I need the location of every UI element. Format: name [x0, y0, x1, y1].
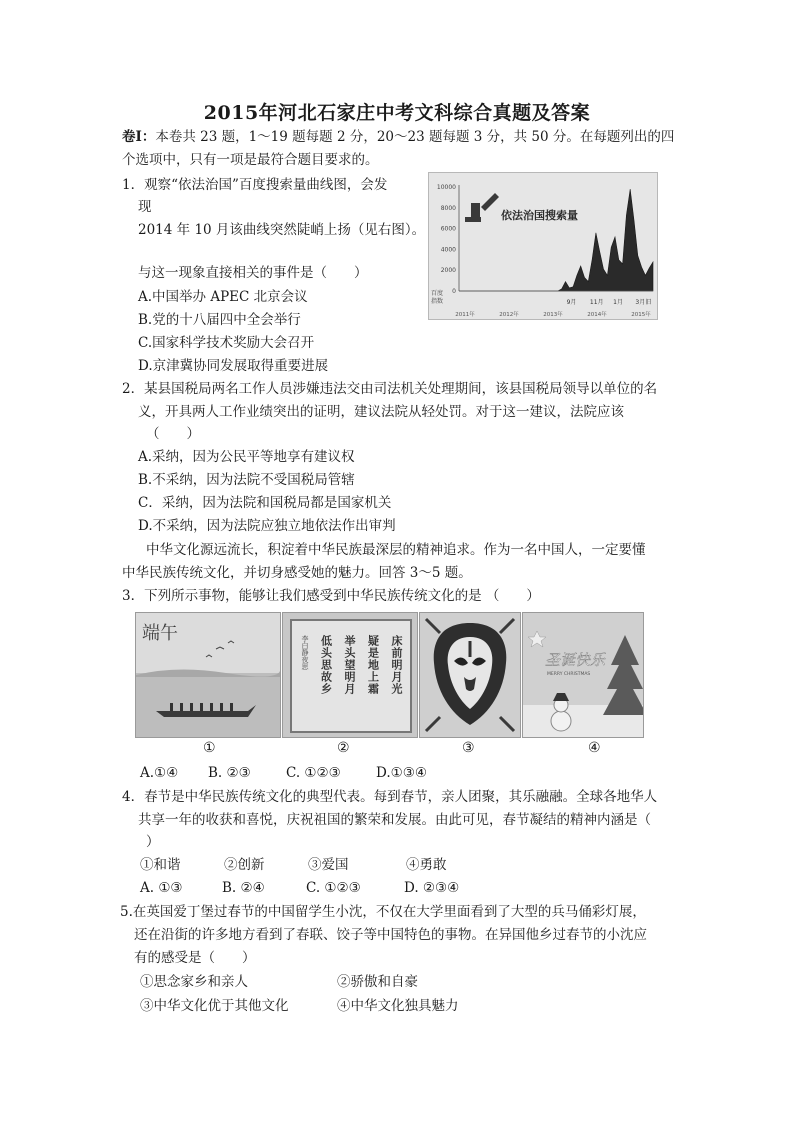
dragon-boat-illustration [136, 613, 280, 737]
q4-item-1: ①和谐 [140, 857, 181, 873]
q4-option-c: C. ①②③ [306, 880, 361, 896]
q2-option-c: C．采纳，因为法院和国税局都是国家机关 [138, 495, 392, 511]
chart-year-label: 2012年 [499, 312, 519, 318]
poem-line-3: 举头望明月 [343, 635, 356, 695]
chart-x-tick-label: 9月 [566, 299, 577, 306]
q5-line-1: 5.在英国爱丁堡过春节的中国留学生小沈，不仅在大学里面看到了大型的兵马俑彩灯展， [120, 904, 646, 920]
page-title: 2015年河北石家庄中考文科综合真题及答案 [203, 102, 591, 124]
chart-corner-label-2: 指数 [431, 298, 444, 305]
chart-y-tick-label: 0 [452, 288, 456, 295]
passage-line-1: 中华文化源远流长，积淀着中华民族最深层的精神追求。作为一名中国人，一定要懂 [146, 542, 646, 558]
gavel-base [465, 217, 481, 222]
chart-year-label: 2014年 [587, 312, 607, 318]
chart-x-tick-label: 3月旧 [635, 299, 652, 306]
christmas-illustration [523, 613, 643, 737]
christmas-text: 圣诞快乐 [545, 651, 606, 669]
q1-option-d: D.京津冀协同发展取得重要进展 [138, 358, 329, 374]
picture-number-3: ③ [462, 740, 475, 756]
q2-line-2: 义，开具两人工作业绩突出的证明，建议法院从轻处罚。对于这一建议，法院应该 [138, 404, 624, 420]
gavel-icon [471, 203, 480, 219]
q1-option-c: C.国家科学技术奖励大会召开 [138, 335, 315, 351]
poem-line-2: 疑是地上霜 [366, 635, 380, 695]
picture-poem [282, 612, 418, 738]
q1-option-b: B.党的十八届四中全会举行 [138, 312, 301, 328]
chart-year-label: 2011年 [455, 312, 475, 318]
christmas-subtext: MERRY CHRISTMAS [547, 672, 591, 677]
q1-line-2: 现 [138, 199, 152, 215]
q3-line-1: 3．下列所示事物，能够让我们感受到中华民族传统文化的是 （ ） [122, 588, 540, 604]
q5-item-4: ④中华文化独具魅力 [337, 998, 459, 1014]
q5-item-3: ③中华文化优于其他文化 [140, 998, 289, 1014]
passage-line-2: 中华民族传统文化，并切身感受她的魅力。回答 3～5 题。 [122, 565, 472, 581]
poem-columns [300, 635, 404, 695]
q4-item-4: ④勇敢 [406, 857, 447, 873]
q1-option-a: A.中国举办 APEC 北京会议 [138, 289, 308, 305]
poem-line-4: 低头思故乡 [319, 635, 333, 695]
poem-line-1: 床前明月光 [390, 635, 403, 695]
q2-option-d: D.不采纳，因为法院应独立地依法作出审判 [138, 518, 396, 534]
q3-option-b: B. ②③ [208, 765, 251, 781]
q3-option-d: D.①③④ [376, 765, 427, 781]
picture-dragon-boat [135, 612, 281, 738]
poem-frame [290, 619, 412, 733]
picture-christmas [522, 612, 644, 738]
gavel-head [481, 193, 499, 211]
q4-line-2: 共享一年的收获和喜悦，庆祝祖国的繁荣和发展。由此可见，春节凝结的精神内涵是（ [138, 812, 651, 828]
q3-option-c: C. ①②③ [286, 765, 341, 781]
picture-opera-mask [419, 612, 521, 738]
chart-year-label: 2015年 [631, 312, 651, 318]
q1-line-4: 与这一现象直接相关的事件是（ ） [138, 265, 368, 281]
dragon-boat-text: 端午 [142, 623, 178, 644]
q4-option-d: D. ②③④ [404, 880, 460, 896]
q2-option-a: A.采纳，因为公民平等地享有建议权 [138, 449, 355, 465]
chart-corner-label-1: 百度 [431, 290, 444, 297]
chart-title-group [465, 193, 578, 222]
chart-svg [429, 173, 657, 319]
q4-item-3: ③爱国 [308, 857, 349, 873]
q3-option-a: A.①④ [140, 765, 179, 781]
intro-text-1: 本卷共 23 题，1～19 题每题 2 分，20～23 题每题 3 分，共 50 分。在每题列出的四 [155, 129, 675, 145]
q1-line-3: 2014 年 10 月该曲线突然陡峭上扬（见右图）。 [138, 222, 426, 238]
picture-number-2: ② [337, 740, 350, 756]
picture-number-4: ④ [588, 740, 601, 756]
opera-mask-illustration [420, 613, 520, 737]
q4-option-b: B. ②④ [222, 880, 265, 896]
picture-number-1: ① [203, 740, 216, 756]
poem-caption: 李白静夜思 [301, 635, 309, 670]
chart-y-tick-label: 2000 [440, 267, 456, 275]
intro-line-2: 个选项中，只有一项是最符合题目要求的。 [122, 152, 379, 168]
q4-item-2: ②创新 [224, 857, 265, 873]
q2-line-1: 2．某县国税局两名工作人员涉嫌违法交由司法机关处理期间，该县国税局领导以单位的名 [122, 381, 658, 397]
q1-line-1: 1．观察“依法治国”百度搜索量曲线图，会发 [122, 177, 388, 193]
q2-option-b: B.不采纳，因为法院不受国税局管辖 [138, 472, 355, 488]
search-volume-chart [428, 172, 658, 320]
q4-line-3: ） [146, 834, 160, 850]
chart-y-tick-label: 8000 [440, 204, 456, 212]
q5-line-3: 有的感受是（ ） [134, 950, 256, 966]
intro-line-1 [122, 127, 674, 147]
q5-line-2: 还在沿街的许多地方看到了春联、饺子等中国特色的事物。在异国他乡过春节的小沈应 [134, 927, 647, 943]
q5-item-1: ①思念家乡和亲人 [140, 974, 248, 990]
chart-y-tick-label: 6000 [440, 225, 456, 233]
chart-x-tick-label: 11月 [589, 299, 604, 306]
q5-item-2: ②骄傲和自豪 [337, 974, 418, 990]
chart-title: 依法治国搜索量 [501, 209, 578, 222]
q4-line-1: 4．春节是中华民族传统文化的典型代表。每到春节，亲人团聚，其乐融融。全球各地华人 [122, 789, 658, 805]
q2-line-3: （ ） [146, 426, 200, 442]
chart-year-label: 2013年 [543, 312, 563, 318]
q4-option-a: A. ①③ [140, 880, 183, 896]
intro-label: 卷Ⅰ： [122, 129, 156, 145]
chart-y-tick-label: 4000 [440, 246, 456, 254]
chart-x-tick-label: 1月 [613, 299, 624, 306]
chart-y-tick-label: 10000 [436, 184, 456, 191]
